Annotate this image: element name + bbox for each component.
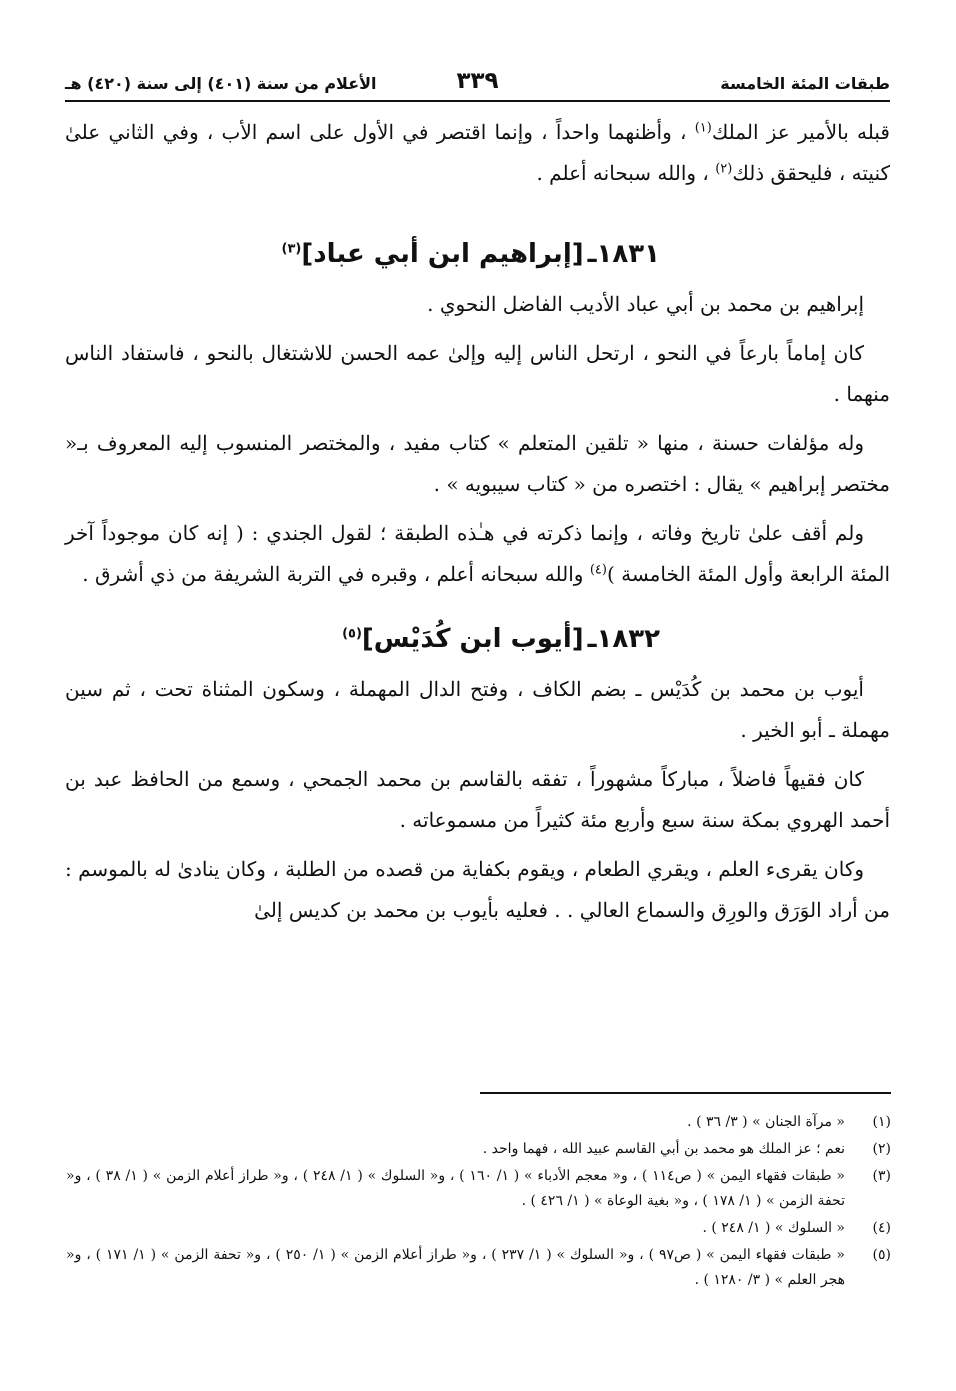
entry-1831-paragraph-1: إبراهيم بن محمد بن أبي عباد الأديب الفاضل النحوي . bbox=[427, 292, 864, 316]
running-head-range: الأعلام من سنة (٤٠١) إلى سنة (٤٢٠) هـ bbox=[65, 74, 377, 93]
footnote-number: (٥) bbox=[872, 1247, 891, 1263]
footnote-number: (٢) bbox=[872, 1141, 891, 1157]
entry-title: [أيوب ابن كُدَيْس] bbox=[361, 624, 584, 654]
footnote bbox=[66, 1137, 891, 1162]
footnote bbox=[66, 1164, 891, 1214]
header-rule bbox=[65, 100, 890, 102]
page-number: ٣٣٩ bbox=[456, 68, 499, 94]
footnote-number: (٣) bbox=[872, 1168, 891, 1184]
entry-title: [إبراهيم ابن أبي عباد] bbox=[301, 239, 584, 269]
intro-text-2: ، وأظنهما واحداً ، وإنما اقتصر في الأول على اسم الأب ، وفي الثاني علىٰ كنيته ، فليحقق ذلك bbox=[65, 120, 890, 185]
footnote-rule bbox=[480, 1092, 891, 1094]
book-page bbox=[65, 66, 890, 939]
footnote-number: (٤) bbox=[872, 1220, 891, 1236]
entry-1831-paragraph-3: وله مؤلفات حسنة ، منها « تلقين المتعلم » كتاب مفيد ، والمختصر المنسوب إليه المعروف بـ« مختصر إبراهيم » يقال : اختصره من « كتاب سيبويه » . bbox=[65, 431, 890, 496]
footnote-ref-4: (٤) bbox=[589, 562, 607, 578]
footnote-ref-3: (٣) bbox=[281, 241, 302, 257]
entry-1831-paragraph-4-text-2: والله سبحانه أعلم ، وقبره في التربة الشريفة من ذي أشرق . bbox=[82, 562, 590, 586]
footnote-text: « مرآة الجنان » ( ٣/ ٣٦ ) . bbox=[687, 1114, 845, 1130]
entry-1832-paragraph-3: وكان يقرىء العلم ، ويقري الطعام ، ويقوم بكفاية من قصده من الطلبة ، وكان ينادىٰ له بالموسم : من أراد الوَرَق والورِق والسماع العالي . . فعليه بأيوب بن محمد بن كديس إلىٰ bbox=[65, 857, 890, 922]
footnote-ref-2: (٢) bbox=[715, 161, 733, 177]
footnote bbox=[66, 1110, 891, 1135]
main-text bbox=[65, 112, 890, 931]
footnote bbox=[66, 1216, 891, 1241]
entry-1832-paragraph-2: كان فقيهاً فاضلاً ، مباركاً مشهوراً ، تفقه بالقاسم بن محمد الجمحي ، وسمع من الحافظ عبد بن أحمد الهروي بمكة سنة سبع وأربع مئة كثيراً من مسموعاته . bbox=[65, 767, 890, 832]
entry-heading-1832 bbox=[65, 619, 890, 659]
entry-1831-paragraph-4 bbox=[65, 513, 890, 595]
entry-heading-1831 bbox=[65, 234, 890, 274]
entry-number: ١٨٣١ـ bbox=[587, 239, 660, 269]
footnote-number: (١) bbox=[872, 1114, 891, 1130]
entry-1831-paragraph-4-text-1: ولم أقف علىٰ تاريخ وفاته ، وإنما ذكرته في هـٰذه الطبقة ؛ لقول الجندي : ( إنه كان موجوداً آخر المئة الرابعة وأول المئة الخامسة ) bbox=[65, 521, 890, 586]
intro-text-1: قبله بالأمير عز الملك bbox=[711, 120, 890, 144]
footnote-text: « السلوك » ( ١/ ٢٤٨ ) . bbox=[702, 1220, 845, 1236]
footnote-text: نعم ؛ عز الملك هو محمد بن أبي القاسم عبيد الله ، فهما واحد . bbox=[482, 1141, 845, 1157]
footnote-text: « طبقات فقهاء اليمن » ( ص١١٤ ) ، و« معجم الأدباء » ( ١/ ١٦٠ ) ، و« السلوك » ( ١/ ٢٤٨ ) ، و« طراز أعلام الزمن » ( ١/ ٣٨ ) ، و« تحفة الزمن » ( ١/ ١٧٨ ) ، و« بغية الوعاة » ( ١/ ٤٢٦ ) . bbox=[66, 1168, 845, 1209]
entry-1831-paragraph-2: كان إماماً بارعاً في النحو ، ارتحل الناس إليه وإلىٰ عمه الحسن للاشتغال بالنحو ، فاستفاد الناس منهما . bbox=[65, 341, 890, 406]
entry-1832-paragraph-1: أيوب بن محمد بن كُدَيْس ـ بضم الكاف ، وفتح الدال المهملة ، وسكون المثناة تحت ، ثم سين مهملة ـ أبو الخير . bbox=[65, 677, 890, 742]
footnotes bbox=[66, 1110, 891, 1295]
footnote-text: « طبقات فقهاء اليمن » ( ص٩٧ ) ، و« السلوك » ( ١/ ٢٣٧ ) ، و« طراز أعلام الزمن » ( ١/ ٢٥٠ ) ، و« تحفة الزمن » ( ١/ ١٧١ ) ، و« هجر العلم » ( ٣/ ١٢٨٠ ) . bbox=[66, 1247, 845, 1288]
intro-paragraph bbox=[65, 112, 890, 194]
intro-text-3: ، والله سبحانه أعلم . bbox=[536, 161, 716, 185]
entry-number: ١٨٣٢ـ bbox=[587, 624, 660, 654]
running-head bbox=[65, 66, 890, 100]
footnote-ref-1: (١) bbox=[694, 120, 712, 136]
footnote-ref-5: (٥) bbox=[342, 626, 362, 642]
running-head-section-title: طبقات المئة الخامسة bbox=[720, 74, 890, 93]
footnote bbox=[66, 1243, 891, 1293]
